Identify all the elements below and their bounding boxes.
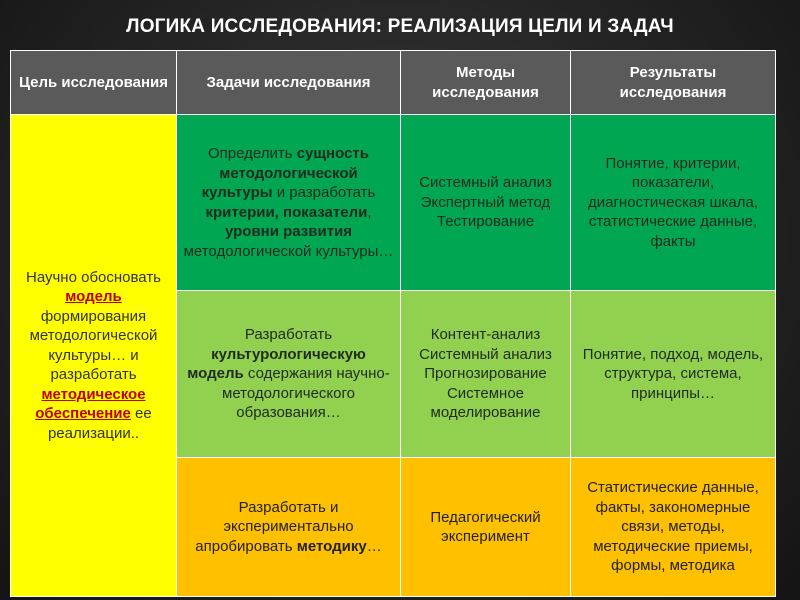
task1-text-2: и разработать (276, 184, 376, 201)
method-item: Системный анализ (419, 174, 552, 192)
methods-cell-2 (401, 291, 571, 458)
task2-text-2: содержания научно-методологического образования… (222, 365, 390, 422)
task-cell-2 (177, 291, 401, 458)
task1-bold-1: сущность методологической культуры (201, 145, 369, 201)
header-goal: Цель исследования (11, 51, 177, 115)
slide-title: ЛОГИКА ИССЛЕДОВАНИЯ: РЕАЛИЗАЦИЯ ЦЕЛИ И ЗАДАЧ (126, 16, 674, 37)
goal-text-2: формирования методологической культуры… и разработать (29, 307, 158, 384)
goal-text-3: ее реализации.. (47, 405, 152, 442)
research-logic-table (10, 50, 776, 597)
task1-bold-3: уровни развития (224, 223, 353, 240)
results-cell-1: Понятие, критерии, показатели, диагностическая шкала, статистические данные, факты (571, 115, 776, 291)
method-item: Системное моделирование (430, 384, 541, 422)
goal-cell (11, 115, 177, 597)
task-cell-1 (177, 115, 401, 291)
results-cell-3: Статистические данные, факты, закономерные связи, методы, методические приемы, формы, методика (571, 458, 776, 597)
goal-keyword-support: методическое обеспечение (35, 385, 146, 423)
task-cell-3 (177, 458, 401, 597)
task2-text-1: Разработать (244, 326, 333, 344)
task1-text-4: методологической культуры… (183, 242, 394, 260)
task3-text-1: Разработать и экспериментально апробировать (195, 498, 354, 555)
task1-bold-2: критерии, показатели (205, 203, 368, 221)
table-header-row (11, 51, 776, 115)
method-item: Прогнозирование (424, 365, 547, 383)
method-item: Контент-анализ (430, 326, 541, 344)
goal-text-1: Научно обосновать (25, 268, 161, 286)
task3-text-2: … (366, 537, 382, 555)
task3-bold-1: методику (296, 537, 367, 555)
methods-cell-1 (401, 115, 571, 291)
method-item: Тестирование (436, 213, 535, 231)
method-item: Экспертный метод (420, 193, 551, 211)
task1-text-1: Определить (207, 145, 293, 162)
method-item: Педагогический эксперимент (430, 508, 541, 545)
methods-cell-3 (401, 458, 571, 597)
header-methods: Методы исследования (401, 51, 571, 115)
goal-keyword-model: модель (65, 288, 122, 306)
task1-text-3: , (367, 203, 372, 221)
header-results: Результаты исследования (571, 51, 776, 115)
results-cell-2: Понятие, подход, модель, структура, система, принципы… (571, 291, 776, 458)
task2-bold-1: культурологическую модель (187, 345, 366, 383)
method-item: Системный анализ (419, 345, 552, 363)
header-tasks: Задачи исследования (177, 51, 401, 115)
table-row (11, 115, 776, 291)
